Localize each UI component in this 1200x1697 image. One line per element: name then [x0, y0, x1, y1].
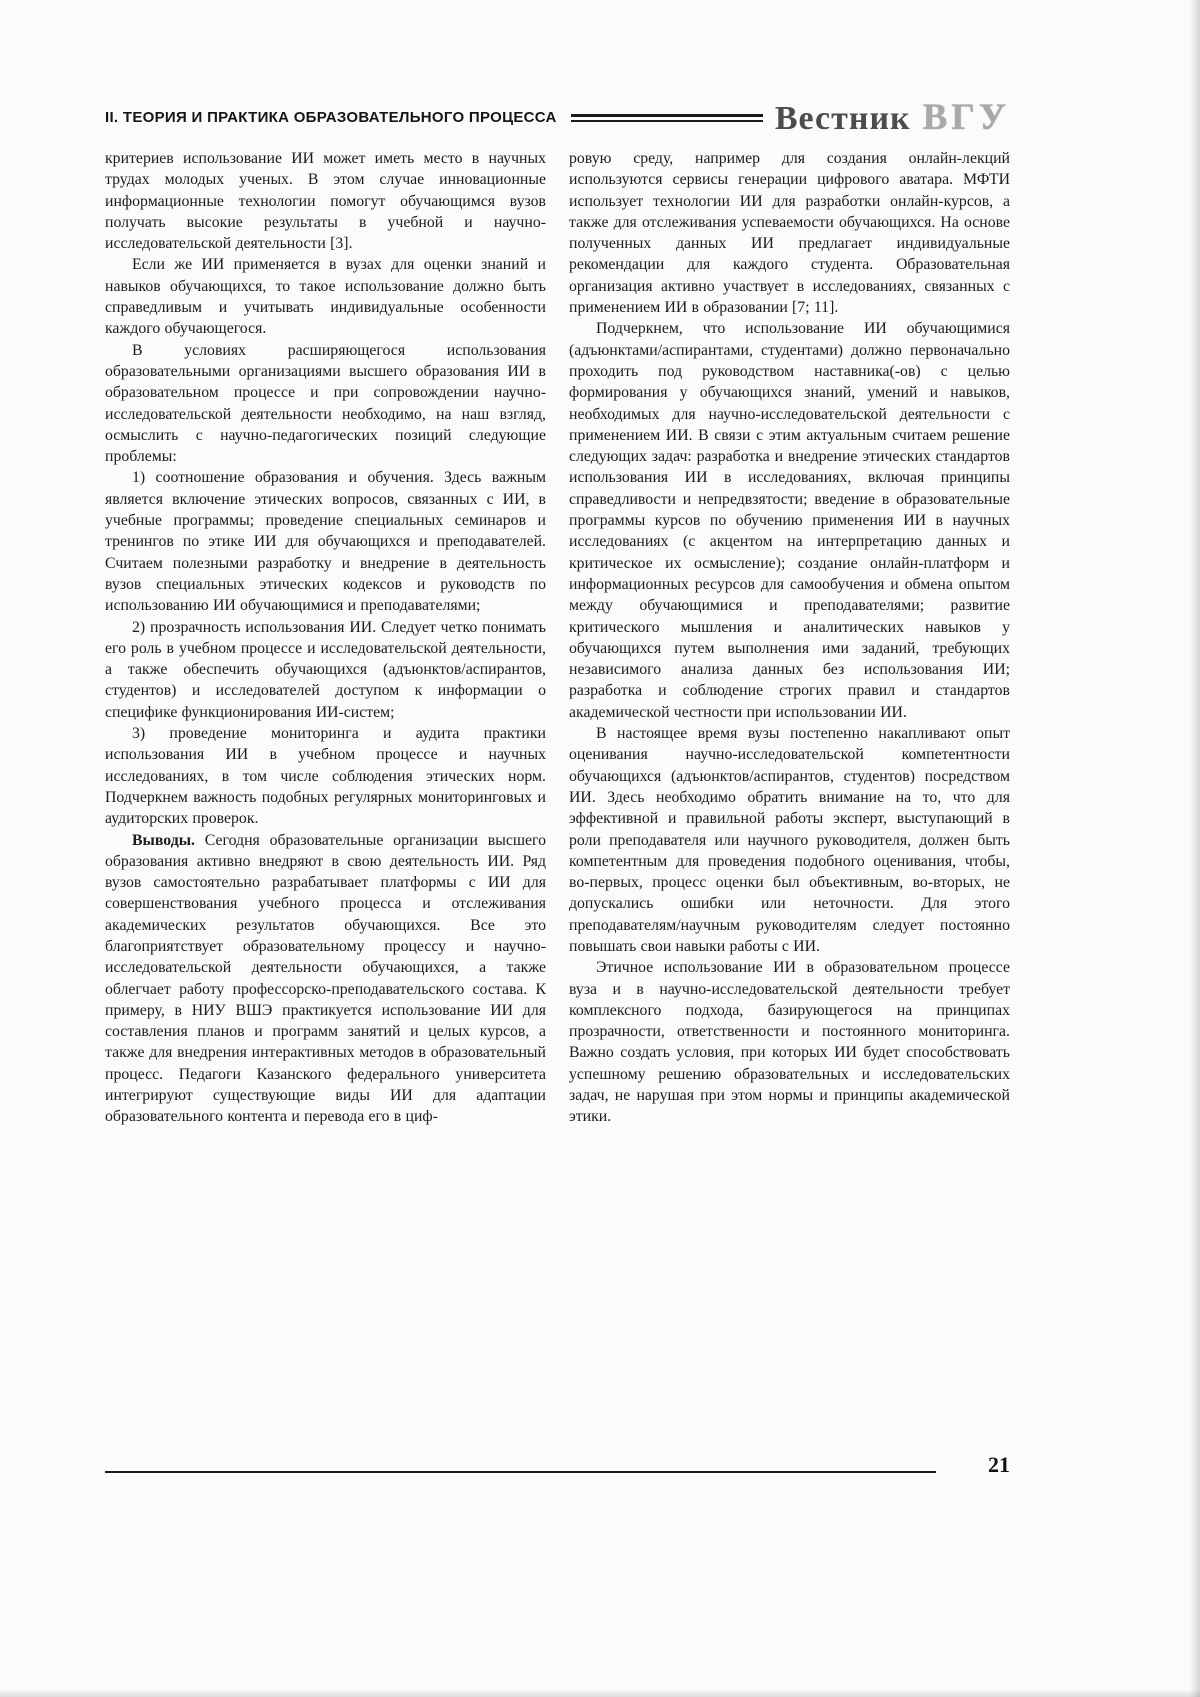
article-body [105, 148, 1010, 1128]
paragraph: В условиях расширяющегося использования образовательными организациями высшего образования ИИ в образовательном процессе и при сопровождении научно-исследовательской деятельности необходимо, на наш взгляд, осмыслить с научно-педагогических позиций следующие проблемы: [105, 341, 546, 466]
scan-edge-bottom [0, 1689, 1200, 1697]
footer-rule [105, 1471, 936, 1473]
journal-name: Вестник [774, 100, 911, 137]
journal-logo [775, 96, 1010, 139]
page-header [105, 96, 1010, 139]
paragraph: Подчеркнем, что использование ИИ обучающимися (адъюнктами/аспирантами, студентами) должно первоначально проходить под руководством наставника(-ов) с целью формирования у обучающихся знаний, умений и навыков, необходимых для научно-исследовательской деятельности с применением ИИ. В связи с этим актуальным считаем решение следующих задач: разработка и внедрение этических стандартов использования ИИ в исследованиях, включая принципы справедливости и непредвзятости; введение в образовательные программы курсов по обучению применения ИИ в научных исследованиях (с акцентом на интерпретацию данных и критическое их осмысление); создание онлайн-платформ и информационных ресурсов для самообучения и обмена опытом между обучающимися и преподавателями; развитие критического мышления и аналитических навыков у обучающихся путем выполнения ими заданий, требующих независимого анализа данных без использования ИИ; разработка и соблюдение строгих правил и стандартов академической честности при использовании ИИ. [569, 320, 1010, 721]
paragraph: критериев использование ИИ может иметь место в научных трудах молодых ученых. В этом случае инновационные информационные технологии помогут обучающимся вузов получать высокие результаты в учебной и научно-исследовательской деятельности [3]. [105, 150, 546, 253]
paragraph: Если же ИИ применяется в вузах для оценки знаний и навыков обучающихся, то такое использование должно быть справедливым и учитывать индивидуальные особенности каждого обучающегося. [105, 256, 546, 338]
paragraph: Этичное использование ИИ в образовательном процессе вуза и в научно-исследовательской деятельности требует комплексного подхода, базирующегося на принципах прозрачности, ответственности и постоянного мониторинга. Важно создать условия, при которых ИИ будет способствовать успешному решению образовательных и исследовательских задач, не нарушая при этом нормы и принципы академической этики. [569, 959, 1010, 1126]
paragraph: В настоящее время вузы постепенно накапливают опыт оценивания научно-исследовательской компетентности обучающихся (адъюнктов/аспирантов, студентов) посредством ИИ. Здесь необходимо обратить внимание на то, что для эффективной и правильной работы эксперт, выступающий в роли преподавателя или научного руководителя, должен быть компетентным для проведения подобного оценивания, чтобы, во-первых, процесс оценки был объективным, во-вторых, не допускались ошибки или неточности. Для этого преподавателям/научным руководителям следует постоянно повышать свои навыки работы с ИИ. [569, 725, 1010, 955]
column-left [105, 148, 546, 1128]
column-right [569, 148, 1010, 1128]
page-footer [105, 1452, 1010, 1478]
paragraph: 1) соотношение образования и обучения. Здесь важным является включение этических вопросов, связанных с ИИ, в учебные программы; проведение специальных семинаров и тренингов по этике ИИ для обучающихся и преподавателей. Считаем полезными разработку и внедрение в деятельность вузов специальных этических кодексов и руководств по использованию ИИ обучающимися и преподавателями; [105, 469, 546, 615]
journal-abbreviation: ВГУ [922, 97, 1010, 138]
paragraph: 2) прозрачность использования ИИ. Следует четко понимать его роль в учебном процессе и исследовательской деятельности, а также обеспечить обучающихся (адъюнктов/аспирантов, студентов) и исследователей доступом к информации о специфике функционирования ИИ-систем; [105, 618, 546, 721]
paragraph: Выводы. Сегодня образовательные организации высшего образования активно внедряют в свою деятельность ИИ. Ряд вузов самостоятельно разрабатывает платформы с ИИ для совершенствования учебного процесса и отслеживания академических результатов обучающихся. Все это благоприятствует образовательному процессу и научно-исследовательской деятельности обучающихся, а также облегчает работу профессорско-преподавательского состава. К примеру, в НИУ ВШЭ практикуется использование ИИ для составления планов и программ занятий и целых курсов, а также для внедрения интерактивных методов в образовательный процесс. Педагоги Казанского федерального университета интегрируют существующие виды ИИ для адаптации образовательного контента и перевода его в циф- [105, 831, 546, 1126]
section-title: II. ТЕОРИЯ И ПРАКТИКА ОБРАЗОВАТЕЛЬНОГО ПРОЦЕССА [105, 109, 557, 126]
header-double-rule [571, 114, 763, 122]
scan-edge-right [1190, 0, 1200, 1697]
page-number: 21 [988, 1452, 1010, 1477]
paragraph: ровую среду, например для создания онлайн-лекций используются сервисы генерации цифрового аватара. МФТИ использует технологии ИИ для разработки онлайн-курсов, а также для отслеживания успеваемости обучающихся. На основе полученных данных ИИ предлагает индивидуальные рекомендации для каждого студента. Образовательная организация активно участвует в исследованиях, связанных с применением ИИ в образовании [7; 11]. [569, 150, 1010, 317]
paragraph-lead: Выводы. [132, 831, 205, 849]
paragraph: 3) проведение мониторинга и аудита практики использования ИИ в учебном процессе и научных исследованиях, в том числе соблюдения этических норм. Подчеркнем важность подобных регулярных мониторинговых и аудиторских проверок. [105, 725, 546, 828]
